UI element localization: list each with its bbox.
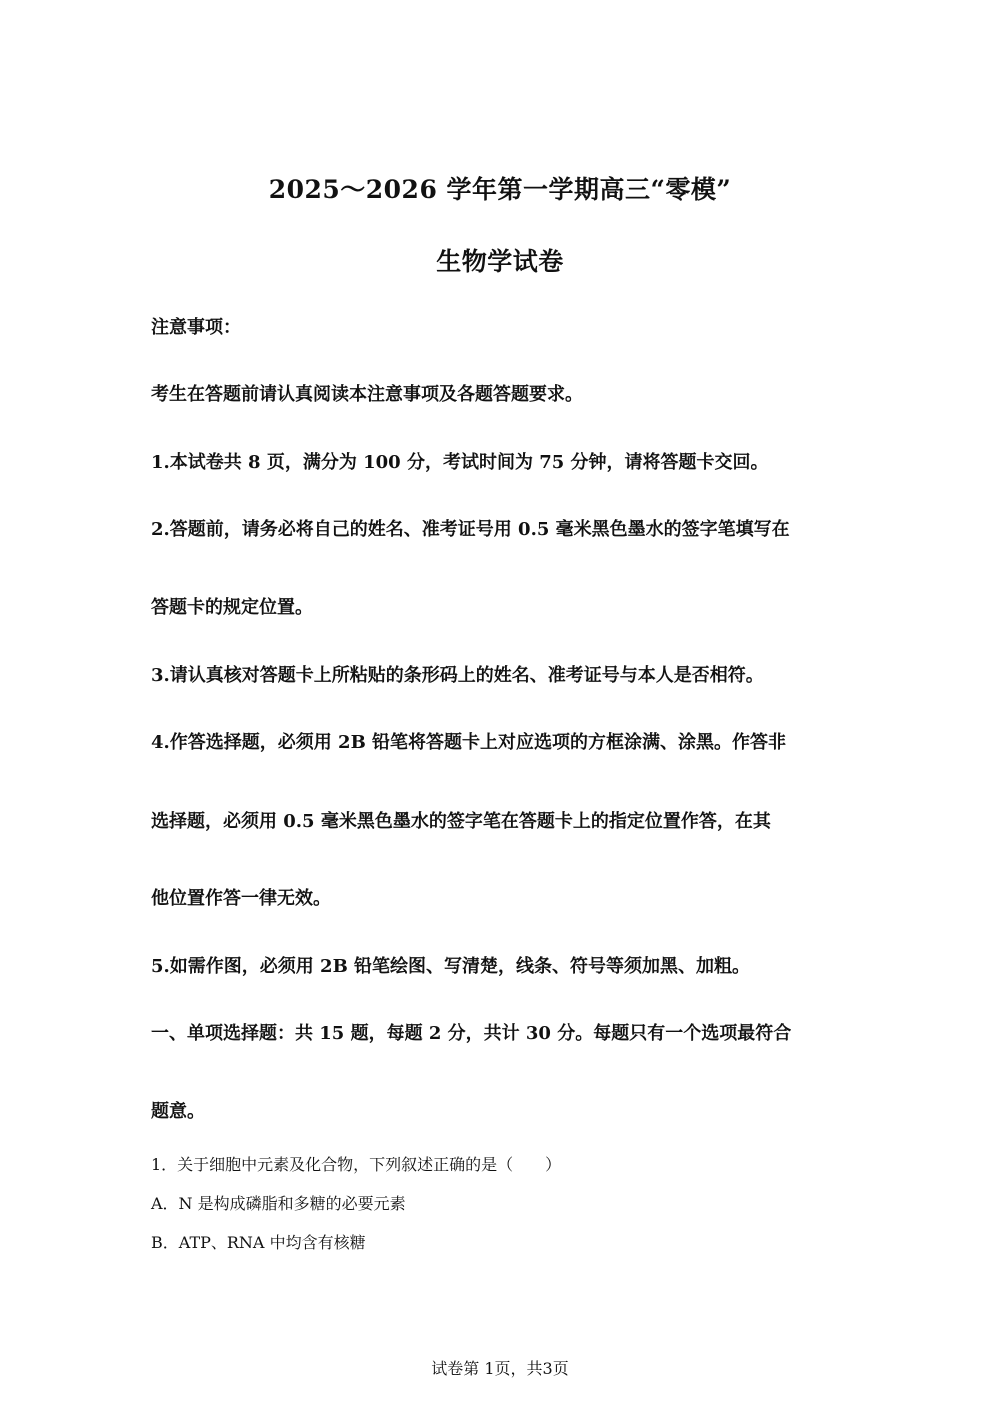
section-heading-line-2: 题意。: [151, 1101, 205, 1122]
notice-item-3: 3.请认真核对答题卡上所粘贴的条形码上的姓名、准考证号与本人是否相符。: [151, 665, 764, 686]
section-heading-line-1: 一、单项选择题：共 15 题，每题 2 分，共计 30 分。每题只有一个选项最符合: [151, 1023, 792, 1044]
notice-item-4-line-2: 选择题，必须用 0.5 毫米黑色墨水的签字笔在答题卡上的指定位置作答，在其: [151, 811, 771, 832]
notice-item-1: 1.本试卷共 8 页，满分为 100 分，考试时间为 75 分钟，请将答题卡交回。: [151, 452, 769, 473]
notice-item-2-line-2: 答题卡的规定位置。: [151, 597, 313, 618]
question-1-option-b: B．ATP、RNA 中均含有核糖: [151, 1233, 366, 1252]
notice-item-4-line-3: 他位置作答一律无效。: [151, 888, 331, 909]
page-footer: 试卷第 1页，共3页: [431, 1359, 569, 1378]
exam-title: 2025～2026 学年第一学期高三“零模”: [268, 175, 732, 204]
question-1-stem: 1．关于细胞中元素及化合物，下列叙述正确的是（ ）: [151, 1155, 562, 1174]
notice-intro: 考生在答题前请认真阅读本注意事项及各题答题要求。: [151, 384, 583, 405]
question-1-option-a: A．N 是构成磷脂和多糖的必要元素: [151, 1194, 406, 1213]
notice-item-2-line-1: 2.答题前，请务必将自己的姓名、准考证号用 0.5 毫米黑色墨水的签字笔填写在: [151, 519, 790, 540]
notice-item-4-line-1: 4.作答选择题，必须用 2B 铅笔将答题卡上对应选项的方框涂满、涂黑。作答非: [151, 732, 787, 753]
notice-item-5: 5.如需作图，必须用 2B 铅笔绘图、写清楚，线条、符号等须加黑、加粗。: [151, 956, 751, 977]
exam-subtitle: 生物学试卷: [436, 247, 564, 276]
notice-heading: 注意事项：: [151, 317, 241, 338]
